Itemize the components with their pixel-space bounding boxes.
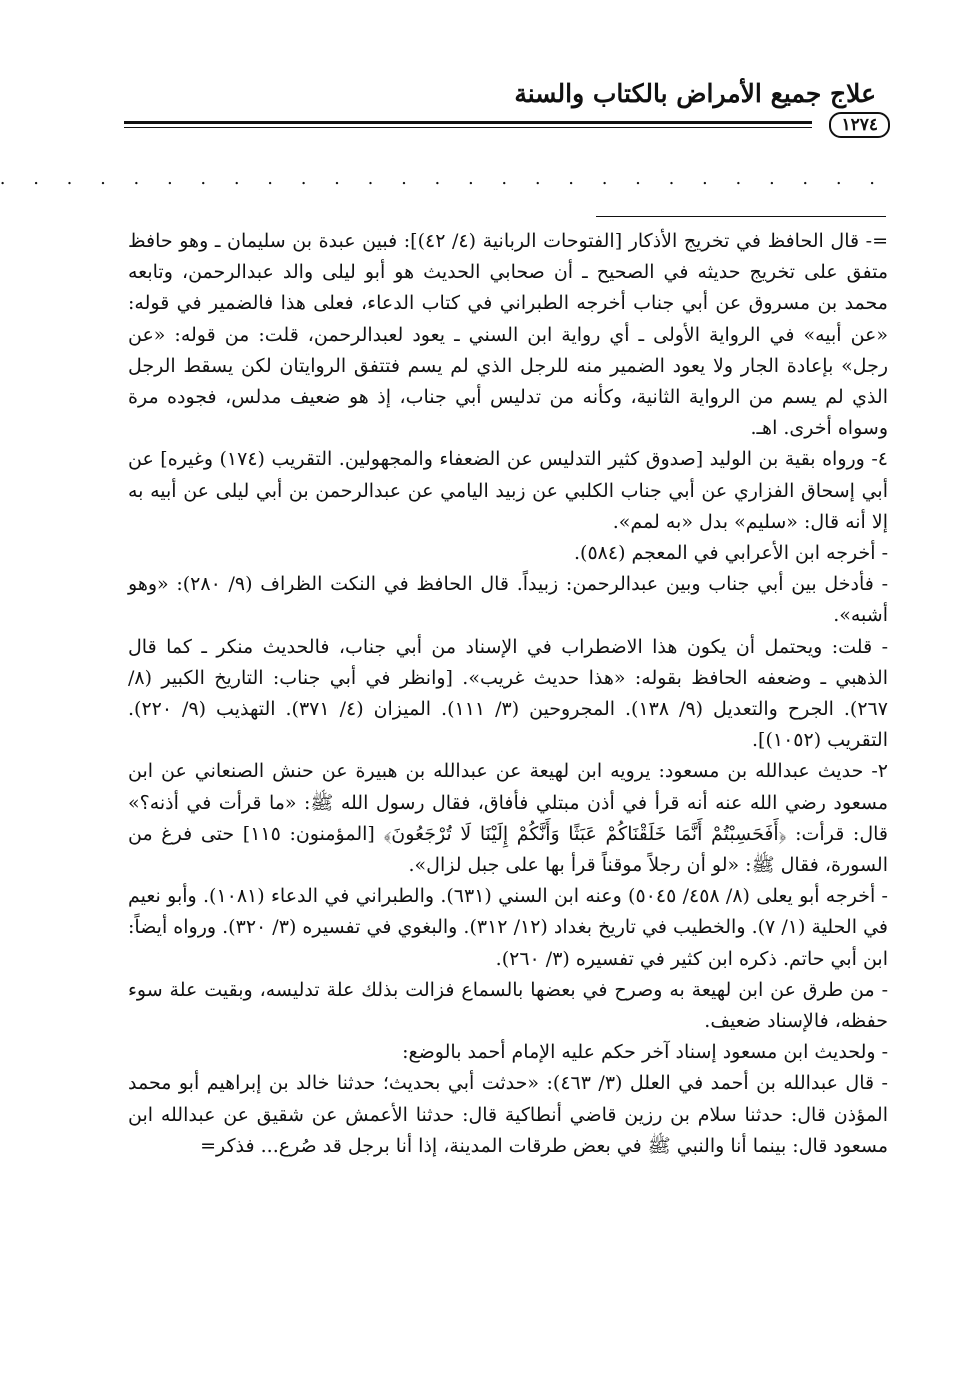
page-number: ١٢٧٤ <box>829 112 890 138</box>
footnote-paragraph: - قلت: ويحتمل أن يكون هذا الاضطراب في الإسناد من أبي جناب، فالحديث منكر ـ كما قال الذهبي ـ وضعفه الحافظ بقوله: «هذا حديث غريب». [وانظر في أبي جناب: التاريخ الكبير (٨/ ٢٦٧). الجرح والتعديل (٩/ ١٣٨). المجروحين (٣/ ١١١). الميزان (٤/ ٣٧١). التهذيب (٩/ ٢٢٠). التقريب (١٠٥٢)]. <box>128 635 888 752</box>
header-rule-row <box>124 112 890 136</box>
footnote-paragraph: - أخرجه أبو يعلى (٨/ ٤٥٨/ ٥٠٤٥) وعنه ابن السني (٦٣١). والطبراني في الدعاء (١٠٨١). وأبو نعيم في الحلية (١/ ٧). والخطيب في تاريخ بغداد (١٢/ ٣١٢). والبغوي في تفسيره (٣/ ٣٢٠). ورواه أيضاً: ابن أبي حاتم. ذكره ابن كثير في تفسيره (٣/ ٢٦٠). <box>128 885 888 970</box>
footnote-paragraph: - ولحديث ابن مسعود إسناد آخر حكم عليه الإمام أحمد بالوضع: <box>402 1041 888 1064</box>
footnote-paragraph: ٢- حديث عبدالله بن مسعود: يرويه ابن لهيعة عن عبدالله بن هبيرة عن حنش الصنعاني عن ابن مسعود رضي الله عنه أنه قرأ في أذن مبتلي فأفاق، فقال رسول الله ﷺ: «ما قرأت في أذنه؟» قال: قرأت: ﴿أَفَحَسِبْتُمْ أَنَّمَا خَلَقْنَاكُمْ عَبَثًا وَأَنَّكُمْ إِلَيْنَا لَا تُرْجَعُونَ﴾ [المؤمنون: ١١٥] حتى فرغ من السورة، فقال ﷺ: «لو أن رجلاً موقناً قرأ بها على جبل لزال». <box>128 760 888 877</box>
footnote-paragraph: - قال عبدالله بن أحمد في العلل (٣/ ٤٦٣): «حدثت أبي بحديث؛ حدثنا خالد بن إبراهيم أبو محمد المؤذن قال: حدثنا سلام بن رزين قاضي أنطاكية قال: حدثنا الأعمش عن شقيق عن عبدالله ابن مسعود قال: بينما أنا والنبي ﷺ في بعض طرقات المدينة، إذا أنا برجل قد صُرع... فذكر= <box>128 1072 888 1157</box>
footnote-paragraph: - أخرجه ابن الأعرابي في المعجم (٥٨٤). <box>573 542 888 565</box>
footnote-paragraph: =- قال الحافظ في تخريج الأذكار [الفتوحات الربانية (٤/ ٤٢)]: فبين عبدة بن سليمان ـ وهو حافظ متفق على تخريج حديثه في الصحيح ـ أن صحابي الحديث هو أبو ليلى والد عبدالرحمن، وتابعه محمد بن مسروق عن أبي جناب أخرجه الطبراني في كتاب الدعاء، فعلى هذا فالضمير في قوله: «عن أبيه» في الرواية الأولى ـ أي رواية ابن السني ـ يعود لعبدالرحمن، قلت: من قوله: «عن رجل» بإعادة الجار ولا يعود الضمير منه للرجل الذي لم يسم فتتفق الروايتان لكن يسقط الرجل الذي لم يسم من الرواية الثانية، وكأنه من تدليس أبي جناب، إذ هو ضعيف مدلس، فجوده مرة وسواه أخرى. اهـ. <box>128 230 888 440</box>
footnotes <box>128 226 888 1162</box>
header-rule-thin <box>124 127 812 128</box>
footnote-paragraph: - فأدخل بين أبي جناب وبين عبدالرحمن: زبيداً. قال الحافظ في النكت الظراف (٩/ ٢٨٠): «وهو أشبه». <box>128 573 888 627</box>
footnote-paragraph: ٤- ورواه بقية بن الوليد [صدوق كثير التدليس عن الضعفاء والمجهولين. التقريب (١٧٤) وغيره] عن أبي إسحاق الفزاري عن أبي جناب الكلبي عن زبيد اليامي عن عبدالرحمن بن أبي ليلى عن أبيه به إلا أنه قال: «سليم» بدل «به لمم». <box>128 448 888 533</box>
footnote-rule <box>596 216 886 217</box>
running-title: علاج جميع الأمراض بالكتاب والسنة <box>514 79 876 108</box>
header-rule-thick <box>124 121 812 124</box>
section-separator: . . . . . . . . . . . . . . . . . . . . . . . . . . . <box>0 168 886 189</box>
footnote-paragraph: - من طرق عن ابن لهيعة به وصرح في بعضها بالسماع فزالت بذلك علة تدليسه، وبقيت علة سوء حفظه، فالإسناد ضعيف. <box>128 978 888 1033</box>
